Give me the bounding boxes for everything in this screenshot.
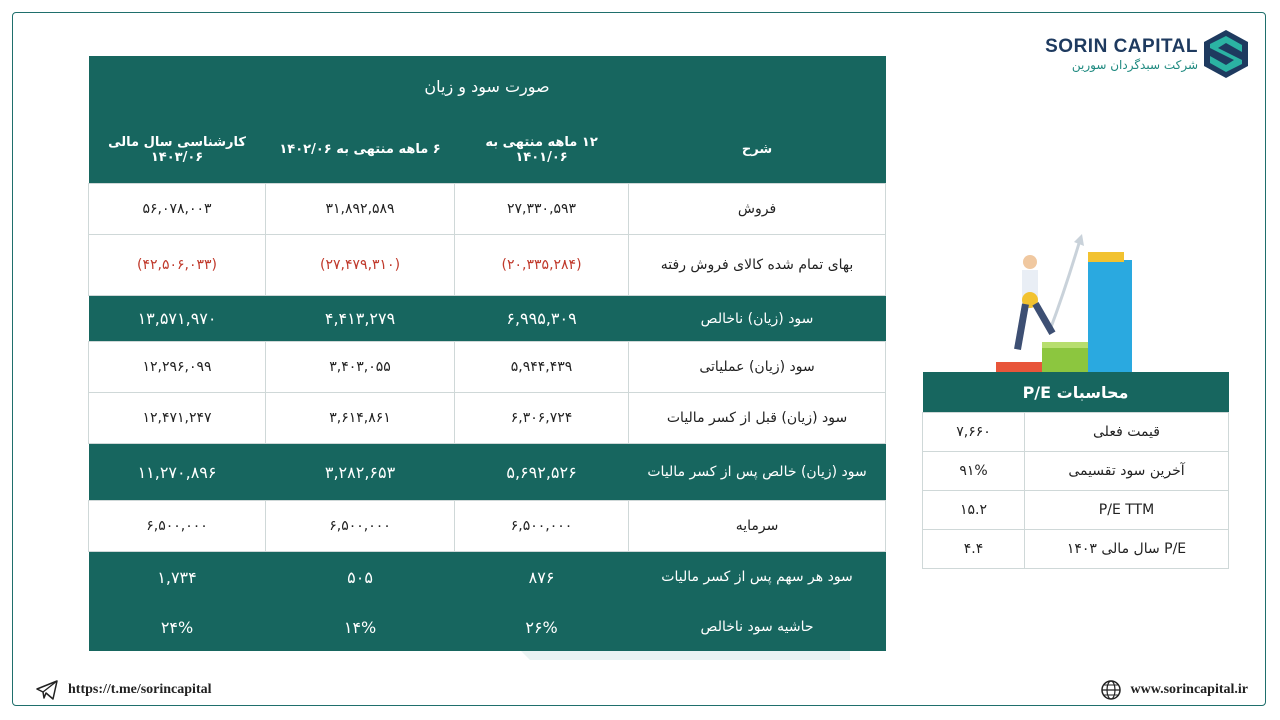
pe-title: محاسبات P/E bbox=[923, 372, 1229, 413]
cell-value-negative: (۴۲,۵۰۶,۰۳۳) bbox=[89, 235, 266, 296]
cell-value: ۳,۲۸۲,۶۵۳ bbox=[266, 444, 455, 501]
table-row bbox=[923, 413, 1229, 452]
cell-value: ۱۲,۴۷۱,۲۴۷ bbox=[89, 393, 266, 444]
table-row bbox=[923, 491, 1229, 530]
table-row bbox=[89, 444, 886, 501]
row-label: فروش bbox=[629, 184, 886, 235]
table-row bbox=[89, 393, 886, 444]
table-row bbox=[89, 296, 886, 342]
header-description: شرح bbox=[629, 116, 886, 184]
row-label: سرمایه bbox=[629, 501, 886, 552]
cell-value: ۱۳,۵۷۱,۹۷۰ bbox=[89, 296, 266, 342]
cell-value: ۱,۷۳۴ bbox=[89, 552, 266, 603]
table-row bbox=[89, 603, 886, 652]
pe-label: قیمت فعلی bbox=[1025, 413, 1229, 452]
cell-value: ۲۶% bbox=[455, 603, 629, 652]
globe-icon bbox=[1101, 680, 1121, 700]
telegram-icon bbox=[36, 680, 58, 700]
cell-value: ۵۰۵ bbox=[266, 552, 455, 603]
pe-label: P/E سال مالی ۱۴۰۳ bbox=[1025, 530, 1229, 569]
brand-subtitle: شرکت سبدگردان سورین bbox=[1071, 58, 1198, 72]
pe-value: ۷,۶۶۰ bbox=[923, 413, 1025, 452]
pe-calculation-table bbox=[922, 372, 1229, 569]
telegram-link[interactable] bbox=[36, 680, 212, 700]
cell-value-negative: (۲۷,۴۷۹,۳۱۰) bbox=[266, 235, 455, 296]
table-title: صورت سود و زیان bbox=[89, 56, 886, 116]
cell-value: ۴,۴۱۳,۲۷۹ bbox=[266, 296, 455, 342]
pe-value: ۹۱% bbox=[923, 452, 1025, 491]
cell-value: ۵۶,۰۷۸,۰۰۳ bbox=[89, 184, 266, 235]
pe-value: ۴.۴ bbox=[923, 530, 1025, 569]
brand-name: SORIN CAPITAL bbox=[1045, 36, 1198, 57]
website-link[interactable] bbox=[1101, 680, 1248, 700]
table-row bbox=[89, 184, 886, 235]
table-row bbox=[89, 501, 886, 552]
cell-value: ۵,۹۴۴,۴۳۹ bbox=[455, 342, 629, 393]
pe-label: آخرین سود تقسیمی bbox=[1025, 452, 1229, 491]
cell-value: ۱۴% bbox=[266, 603, 455, 652]
website-url: www.sorincapital.ir bbox=[1130, 682, 1248, 697]
cell-value: ۱۲,۲۹۶,۰۹۹ bbox=[89, 342, 266, 393]
table-row bbox=[89, 342, 886, 393]
row-label: حاشیه سود ناخالص bbox=[629, 603, 886, 652]
cell-value: ۳۱,۸۹۲,۵۸۹ bbox=[266, 184, 455, 235]
income-statement-table bbox=[88, 56, 886, 651]
cell-value: ۸۷۶ bbox=[455, 552, 629, 603]
cell-value: ۲۷,۳۳۰,۵۹۳ bbox=[455, 184, 629, 235]
cell-value: ۳,۶۱۴,۸۶۱ bbox=[266, 393, 455, 444]
cell-value: ۶,۵۰۰,۰۰۰ bbox=[266, 501, 455, 552]
header-1402: ۶ ماهه منتهی به ۱۴۰۲/۰۶ bbox=[266, 116, 455, 184]
cell-value: ۶,۹۹۵,۳۰۹ bbox=[455, 296, 629, 342]
cell-value: ۶,۵۰۰,۰۰۰ bbox=[455, 501, 629, 552]
table-row bbox=[89, 235, 886, 296]
table-row bbox=[923, 530, 1229, 569]
row-label: سود (زیان) قبل از کسر مالیات bbox=[629, 393, 886, 444]
growth-illustration bbox=[990, 230, 1140, 372]
pe-value: ۱۵.۲ bbox=[923, 491, 1025, 530]
telegram-url: https://t.me/sorincapital bbox=[68, 682, 212, 697]
table-row bbox=[923, 452, 1229, 491]
cell-value: ۵,۶۹۲,۵۲۶ bbox=[455, 444, 629, 501]
cell-value: ۳,۴۰۳,۰۵۵ bbox=[266, 342, 455, 393]
row-label: بهای تمام شده کالای فروش رفته bbox=[629, 235, 886, 296]
cell-value: ۱۱,۲۷۰,۸۹۶ bbox=[89, 444, 266, 501]
row-label: سود (زیان) خالص پس از کسر مالیات bbox=[629, 444, 886, 501]
header-1403: کارشناسی سال مالی ۱۴۰۳/۰۶ bbox=[89, 116, 266, 184]
header-1401: ۱۲ ماهه منتهی به ۱۴۰۱/۰۶ bbox=[455, 116, 629, 184]
cell-value: ۶,۵۰۰,۰۰۰ bbox=[89, 501, 266, 552]
cell-value-negative: (۲۰,۳۳۵,۲۸۴) bbox=[455, 235, 629, 296]
table-row bbox=[89, 552, 886, 603]
brand-logo bbox=[1045, 30, 1248, 78]
cell-value: ۲۴% bbox=[89, 603, 266, 652]
row-label: سود (زیان) عملیاتی bbox=[629, 342, 886, 393]
cell-value: ۶,۳۰۶,۷۲۴ bbox=[455, 393, 629, 444]
sorin-logo-icon bbox=[1204, 30, 1248, 78]
row-label: سود هر سهم پس از کسر مالیات bbox=[629, 552, 886, 603]
pe-label: P/E TTM bbox=[1025, 491, 1229, 530]
row-label: سود (زیان) ناخالص bbox=[629, 296, 886, 342]
